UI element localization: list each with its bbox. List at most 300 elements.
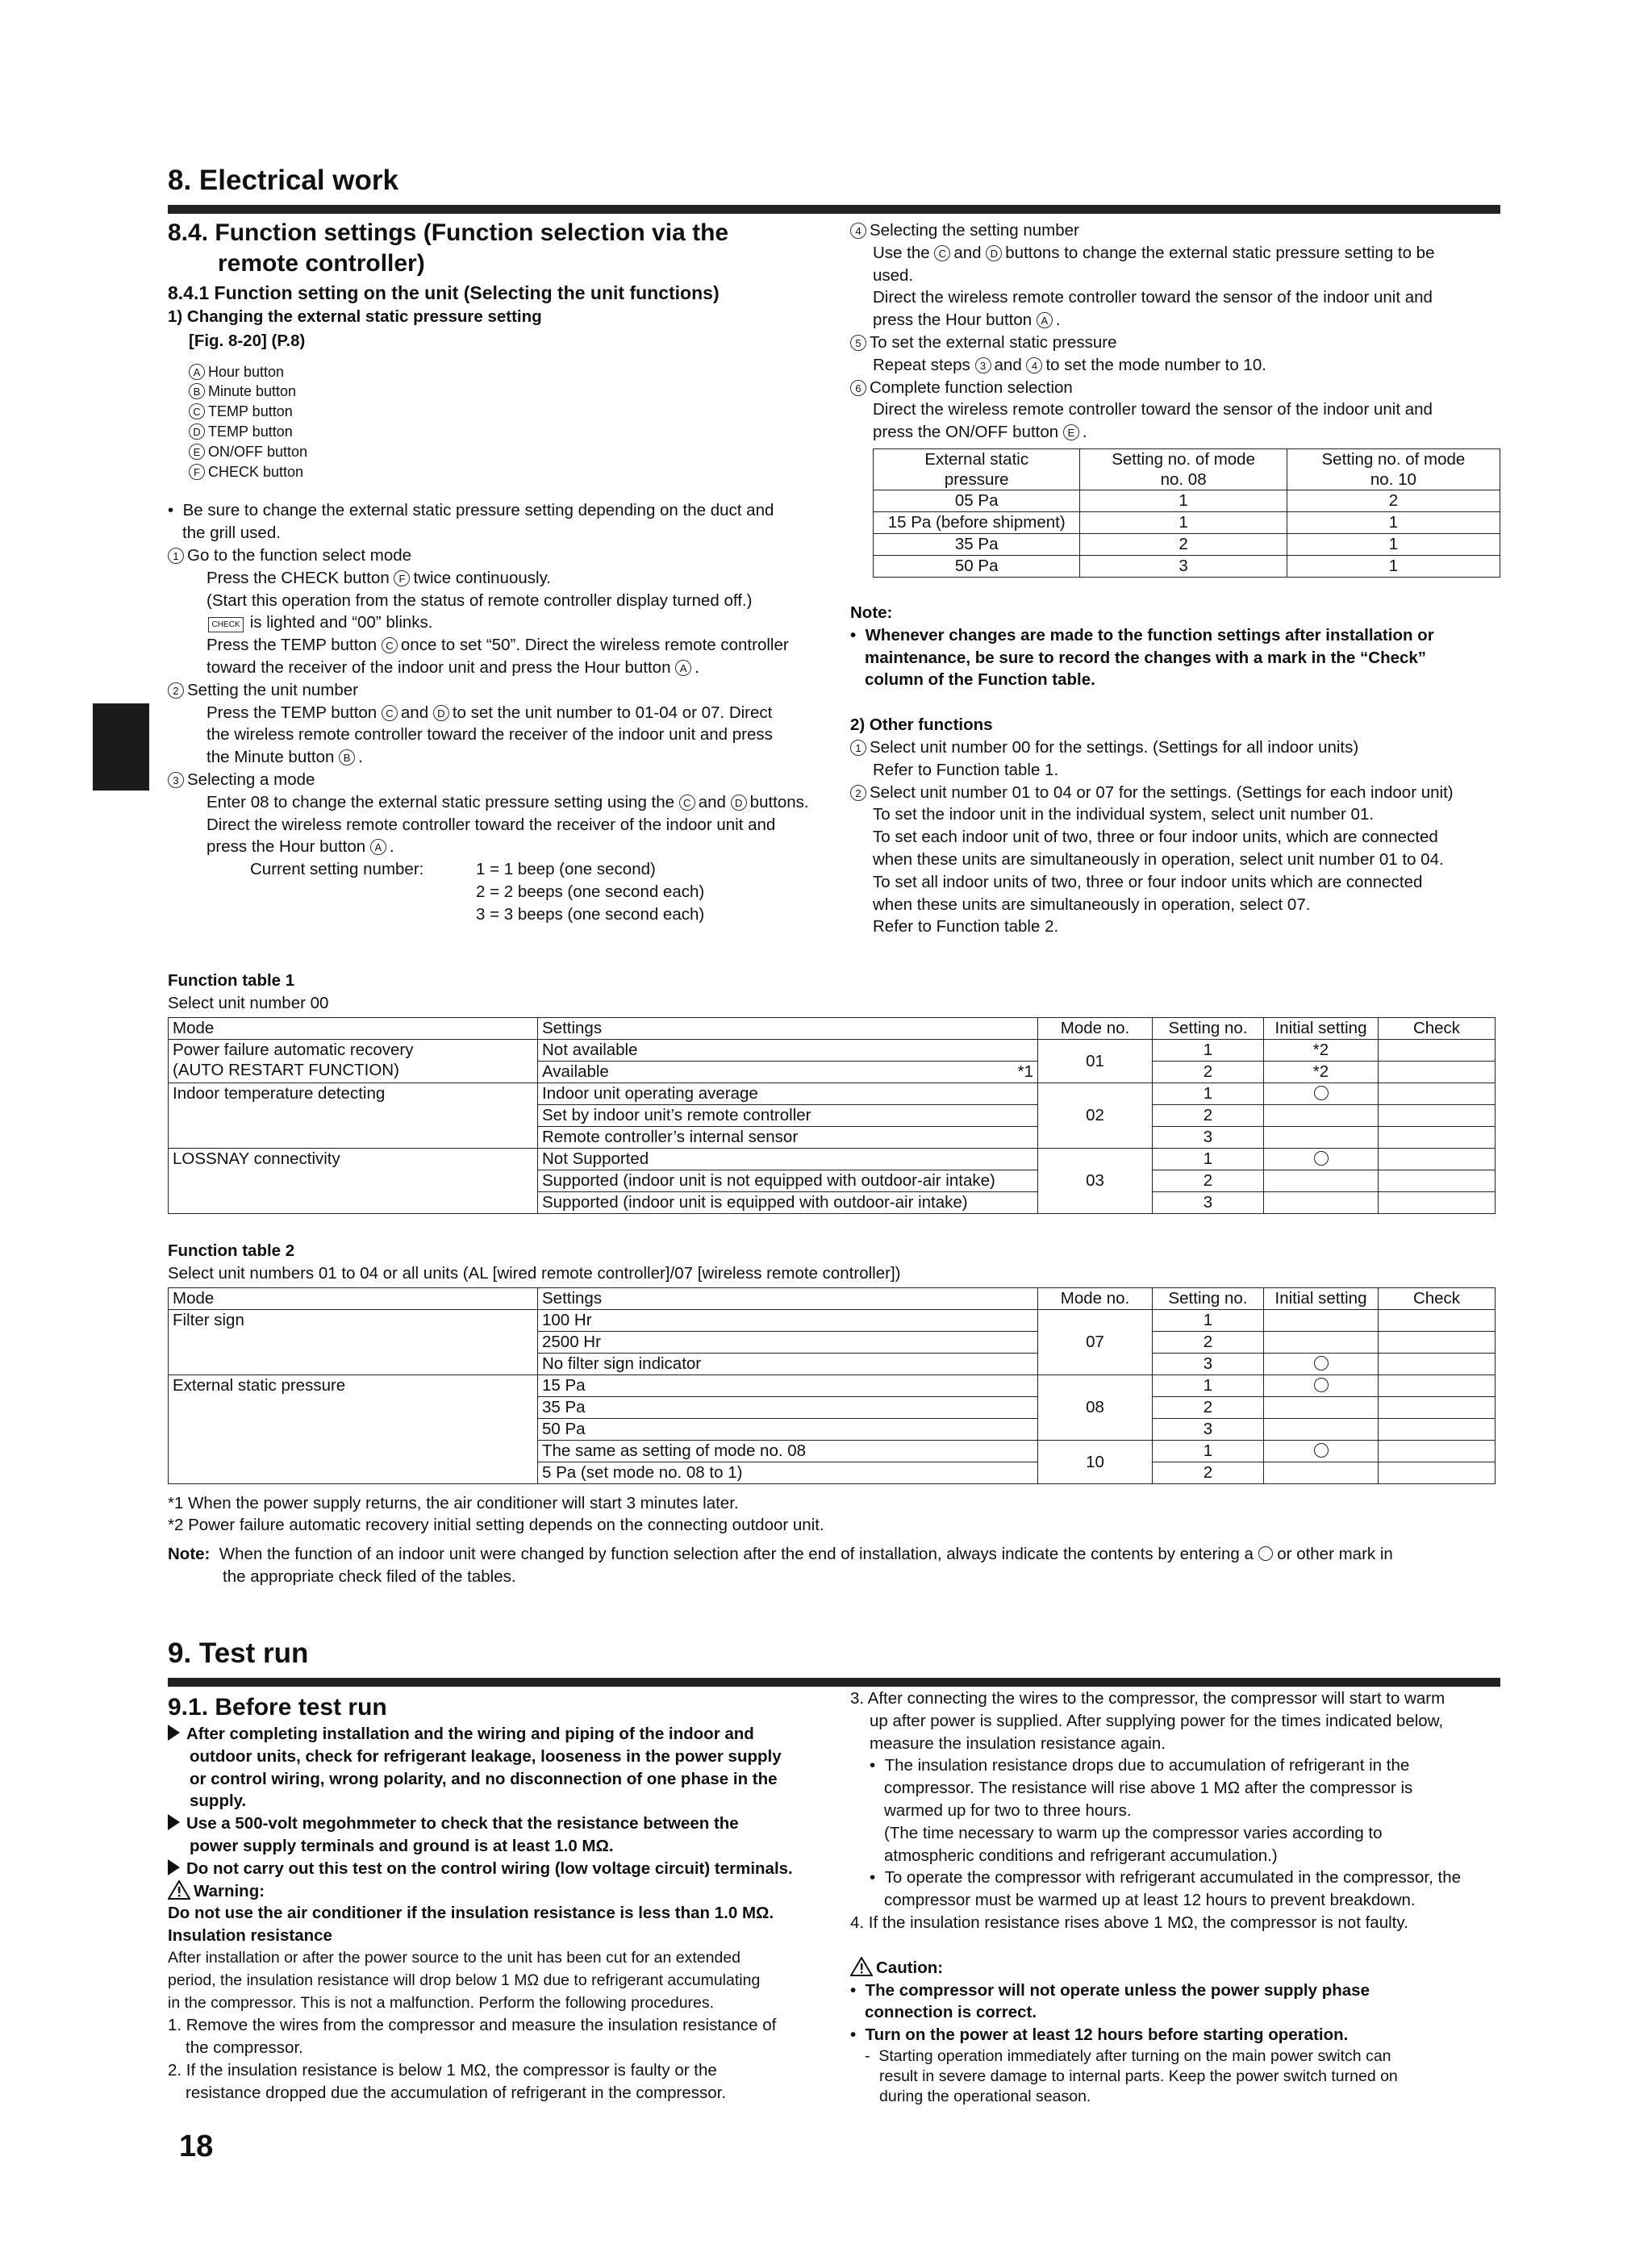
text: Repeat steps bbox=[873, 355, 970, 374]
mark-d-icon: D bbox=[986, 245, 1002, 261]
mark-f-icon: F bbox=[394, 570, 410, 586]
text: measure the insulation resistance again. bbox=[870, 1733, 1166, 1753]
table-cell: 01 bbox=[1038, 1039, 1153, 1083]
text: twice continuously. bbox=[413, 568, 551, 587]
circle-mark-icon bbox=[1314, 1086, 1329, 1100]
text: pressure bbox=[944, 469, 1009, 489]
step-5-title bbox=[850, 332, 1504, 354]
text: To set the indoor unit in the individual system, select unit number 01. bbox=[873, 805, 1375, 824]
text: The compressor will not operate unless the power supply phase bbox=[865, 1980, 1370, 2000]
table-row bbox=[874, 511, 1500, 533]
table-cell: 1 bbox=[1080, 490, 1287, 511]
table-header: Setting no. bbox=[1153, 1287, 1264, 1309]
text-line bbox=[850, 782, 1504, 804]
initial-setting-cell bbox=[1264, 1353, 1379, 1375]
mark-d-icon: D bbox=[731, 795, 747, 811]
table-cell: 5 Pa (set mode no. 08 to 1) bbox=[538, 1462, 1038, 1483]
function-table-1-block bbox=[168, 970, 1500, 1214]
precaution-line bbox=[168, 1858, 829, 1880]
check-cell[interactable] bbox=[1379, 1375, 1496, 1396]
text: press the Hour button bbox=[873, 311, 1032, 330]
legend-item bbox=[189, 442, 829, 462]
text-line: toward the receiver of the indoor unit and press the Hour button A . bbox=[206, 657, 699, 677]
table-cell: 50 Pa bbox=[538, 1418, 1038, 1440]
dash: - bbox=[865, 2046, 879, 2065]
table-row bbox=[169, 1148, 1496, 1170]
table-cell: 3 bbox=[1153, 1191, 1264, 1213]
table-cell bbox=[1264, 1104, 1379, 1126]
text: or other mark in bbox=[1277, 1545, 1393, 1564]
other-functions bbox=[850, 714, 1504, 938]
table-cell: Not Supported bbox=[538, 1148, 1038, 1170]
text-line bbox=[850, 736, 1504, 759]
step-2-icon: 2 bbox=[168, 682, 184, 699]
table-cell: 1 bbox=[1153, 1440, 1264, 1462]
mark-c-icon: C bbox=[382, 705, 398, 721]
function-table-2-title: Function table 2 bbox=[168, 1241, 295, 1260]
table-header: Initial setting bbox=[1264, 1017, 1379, 1039]
step-3-icon: 3 bbox=[168, 772, 184, 788]
button-legend bbox=[168, 362, 829, 482]
table-header: Mode no. bbox=[1038, 1017, 1153, 1039]
caution-sub bbox=[850, 2046, 1504, 2107]
table-header: Settings bbox=[538, 1017, 1038, 1039]
text: resistance dropped due the accumulation of refrigerant in the compressor. bbox=[186, 2083, 727, 2102]
note-2-block bbox=[168, 1543, 1500, 1588]
arrow-right-icon bbox=[168, 1859, 180, 1875]
text: Direct the wireless remote controller toward the sensor of the indoor unit and bbox=[873, 288, 1433, 307]
text: To set each indoor unit of two, three or four indoor units, which are connected bbox=[873, 828, 1438, 847]
legend-item bbox=[189, 402, 829, 422]
text: supply. bbox=[190, 1792, 247, 1811]
sub-heading-2: 2) Other functions bbox=[850, 715, 993, 735]
legend-label: TEMP button bbox=[208, 403, 293, 420]
text-line bbox=[168, 611, 829, 634]
text: or control wiring, wrong polarity, and no disconnection of one phase in the bbox=[190, 1769, 778, 1788]
table-cell: 1 bbox=[1153, 1083, 1264, 1104]
text: and bbox=[953, 243, 982, 262]
note-label: Note: bbox=[850, 603, 893, 622]
function-table-2 bbox=[168, 1287, 1496, 1484]
esp-table bbox=[873, 448, 1500, 578]
table-cell: The same as setting of mode no. 08 bbox=[538, 1440, 1038, 1462]
caution-icon bbox=[850, 1957, 873, 1976]
table-cell: *2 bbox=[1264, 1039, 1379, 1061]
table-cell: 10 bbox=[1038, 1440, 1153, 1483]
procedure-text bbox=[168, 499, 829, 926]
right-column-9 bbox=[850, 1687, 1504, 2107]
function-table-1-title: Function table 1 bbox=[168, 971, 295, 990]
text: Press the TEMP button bbox=[206, 703, 378, 722]
text: and bbox=[698, 792, 726, 811]
text: no. 10 bbox=[1370, 469, 1416, 489]
heading-8-4-line2: remote controller) bbox=[218, 250, 425, 277]
table-header bbox=[874, 448, 1080, 490]
section-9-title: 9. Test run bbox=[168, 1637, 309, 1669]
text: To set all indoor units of two, three or four indoor units which are connected bbox=[873, 872, 1423, 891]
function-table-2-subtitle: Select unit numbers 01 to 04 or all units (AL [wired remote controller]/07 [wireless remote controller]) bbox=[168, 1263, 901, 1283]
text: result in severe damage to internal parts. Keep the power switch turned on bbox=[879, 2067, 1398, 2085]
text: column of the Function table. bbox=[865, 670, 1095, 690]
table-cell: 35 Pa bbox=[538, 1396, 1038, 1418]
table-cell: 1 bbox=[1287, 555, 1500, 577]
table-cell bbox=[1264, 1462, 1379, 1483]
step-1-icon: 1 bbox=[168, 548, 184, 564]
step-4-icon: 4 bbox=[1026, 357, 1042, 373]
text-line: press the Hour button A . bbox=[873, 311, 1061, 330]
heading-8-4-1: 8.4.1 Function setting on the unit (Selecting the unit functions) bbox=[168, 282, 720, 303]
check-cell[interactable] bbox=[1379, 1061, 1496, 1083]
text: When the function of an indoor unit were changed by function selection after the end of installation, always indicate the contents by entering a bbox=[219, 1545, 1254, 1564]
text: Starting operation immediately after turning on the main power switch can bbox=[878, 2046, 1391, 2065]
table-cell: Not available bbox=[538, 1039, 1038, 1061]
note-line bbox=[168, 1543, 1500, 1566]
table-cell bbox=[1264, 1309, 1379, 1331]
legend-item bbox=[189, 422, 829, 442]
check-cell[interactable] bbox=[1379, 1462, 1496, 1483]
text: and bbox=[994, 355, 1022, 374]
text: the grill used. bbox=[182, 524, 281, 543]
text: Select unit number 01 to 04 or 07 for the settings. (Settings for each indoor unit) bbox=[870, 782, 1454, 802]
table-cell: 1 bbox=[1153, 1309, 1264, 1331]
initial-setting-cell bbox=[1264, 1148, 1379, 1170]
check-cell[interactable] bbox=[1379, 1440, 1496, 1462]
table-cell: 2 bbox=[1153, 1396, 1264, 1418]
table-cell: 3 bbox=[1153, 1418, 1264, 1440]
table-cell bbox=[538, 1061, 1038, 1083]
mark-b-icon: B bbox=[339, 749, 355, 765]
text: (Start this operation from the status of remote controller display turned off.) bbox=[206, 590, 753, 610]
table-cell: 05 Pa bbox=[874, 490, 1080, 511]
text: Refer to Function table 1. bbox=[873, 760, 1059, 779]
text: outdoor units, check for refrigerant leakage, looseness in the power supply bbox=[190, 1746, 782, 1766]
mark-d-icon: D bbox=[189, 423, 205, 440]
table-row bbox=[169, 1287, 1496, 1309]
table-cell: 08 bbox=[1038, 1375, 1153, 1440]
table-cell: 3 bbox=[1153, 1353, 1264, 1375]
table-header: Settings bbox=[538, 1287, 1038, 1309]
table-cell: 35 Pa bbox=[874, 533, 1080, 555]
text: Enter 08 to change the external static pressure setting using the bbox=[206, 792, 675, 811]
warning-label: Warning: bbox=[194, 1881, 265, 1900]
table-cell: 1 bbox=[1153, 1039, 1264, 1061]
text: Refer to Function table 2. bbox=[873, 917, 1059, 937]
table-cell: 3 bbox=[1080, 555, 1287, 577]
note-line bbox=[850, 624, 1504, 647]
text: (The time necessary to warm up the compressor varies according to bbox=[884, 1823, 1383, 1842]
check-cell[interactable] bbox=[1379, 1396, 1496, 1418]
check-cell[interactable] bbox=[1379, 1170, 1496, 1191]
table-header bbox=[1287, 448, 1500, 490]
text-line: the Minute button B . bbox=[206, 748, 363, 767]
insulation-heading: Insulation resistance bbox=[168, 1926, 332, 1946]
beep-line: 1 = 1 beep (one second) bbox=[476, 860, 656, 879]
legend-label: ON/OFF button bbox=[208, 443, 308, 460]
mark-d-icon: D bbox=[433, 705, 449, 721]
function-table-1 bbox=[168, 1017, 1496, 1214]
legend-label: TEMP button bbox=[208, 423, 293, 440]
text: during the operational season. bbox=[879, 2087, 1091, 2105]
warning-line bbox=[168, 1880, 829, 1903]
precaution-list bbox=[168, 1723, 829, 1947]
text: compressor. The resistance will rise above 1 MΩ after the compressor is bbox=[884, 1779, 1413, 1798]
text: Press the TEMP button bbox=[206, 636, 378, 655]
text: Do not carry out this test on the control wiring (low voltage circuit) terminals. bbox=[186, 1858, 793, 1878]
step-5-icon: 5 bbox=[850, 335, 866, 351]
text: To set the external static pressure bbox=[870, 332, 1117, 352]
arrow-right-icon bbox=[168, 1814, 180, 1830]
table-cell: *2 bbox=[1264, 1061, 1379, 1083]
table-row bbox=[169, 1375, 1496, 1396]
mark-e-icon: E bbox=[1063, 424, 1079, 440]
table-cell: 2 bbox=[1153, 1331, 1264, 1353]
text: Direct the wireless remote controller toward the sensor of the indoor unit and bbox=[873, 400, 1433, 419]
text-line bbox=[850, 2046, 1504, 2067]
check-cell[interactable] bbox=[1379, 1353, 1496, 1375]
text: the appropriate check filed of the tables. bbox=[223, 1566, 516, 1586]
table-cell: No filter sign indicator bbox=[538, 1353, 1038, 1375]
caution-block bbox=[850, 1957, 1504, 2107]
text: when these units are simultaneously in operation, select 07. bbox=[873, 895, 1311, 914]
mark-e-icon: E bbox=[189, 444, 205, 460]
fig-reference: [Fig. 8-20] (P.8) bbox=[189, 331, 306, 350]
step-3-icon: 3 bbox=[975, 357, 991, 373]
section-9-rule bbox=[168, 1678, 1500, 1687]
mark-f-icon: F bbox=[189, 464, 205, 480]
left-column-9 bbox=[168, 1692, 829, 2105]
page-number: 18 bbox=[179, 2130, 214, 2163]
footnote-1: *1 When the power supply returns, the air conditioner will start 3 minutes later. bbox=[168, 1493, 739, 1512]
text-line bbox=[168, 702, 829, 724]
table-row bbox=[874, 555, 1500, 577]
check-cell[interactable] bbox=[1379, 1331, 1496, 1353]
bullet-dot: • bbox=[870, 1756, 885, 1775]
step-3-title bbox=[168, 769, 829, 791]
text: and bbox=[400, 703, 429, 722]
text: used. bbox=[873, 265, 914, 285]
note-label: Note: bbox=[168, 1545, 211, 1564]
table-cell: 02 bbox=[1038, 1083, 1153, 1148]
warning-icon bbox=[168, 1880, 190, 1900]
current-setting-label: Current setting number: bbox=[250, 860, 424, 879]
note-block bbox=[850, 602, 1504, 691]
table-cell: 1 bbox=[1153, 1148, 1264, 1170]
caution-line bbox=[850, 1957, 1504, 1979]
left-column-8 bbox=[168, 218, 829, 926]
table-cell: Indoor unit operating average bbox=[538, 1083, 1038, 1104]
table-cell bbox=[1264, 1331, 1379, 1353]
text: once to set “50”. Direct the wireless remote controller bbox=[400, 636, 789, 655]
table-cell: 2 bbox=[1153, 1061, 1264, 1083]
check-display-icon: CHECK bbox=[208, 617, 244, 632]
check-cell[interactable] bbox=[1379, 1039, 1496, 1061]
table-row bbox=[169, 1017, 1496, 1039]
initial-setting-cell bbox=[1264, 1440, 1379, 1462]
bullet-dot: • bbox=[850, 1980, 866, 2000]
caution-item bbox=[850, 1979, 1504, 2002]
initial-setting-cell bbox=[1264, 1375, 1379, 1396]
text: Use a 500-volt megohmmeter to check that the resistance between the bbox=[186, 1814, 739, 1833]
text: External static bbox=[924, 449, 1029, 469]
table-header: Check bbox=[1379, 1017, 1496, 1039]
check-cell[interactable] bbox=[1379, 1126, 1496, 1148]
text: to set the unit number to 01-04 or 07. Direct bbox=[452, 703, 773, 722]
beep-line: 3 = 3 beeps (one second each) bbox=[476, 905, 705, 924]
text: the compressor. bbox=[186, 2038, 303, 2058]
circle-mark-icon bbox=[1314, 1443, 1329, 1458]
step-2-icon: 2 bbox=[850, 785, 866, 801]
circle-mark-icon bbox=[1314, 1356, 1329, 1370]
step-4-title bbox=[850, 219, 1504, 242]
table-header: Check bbox=[1379, 1287, 1496, 1309]
table-cell bbox=[1264, 1170, 1379, 1191]
text: to set the mode number to 10. bbox=[1045, 355, 1266, 374]
text: Available bbox=[542, 1062, 609, 1082]
text: 2. If the insulation resistance is below 1 MΩ, the compressor is faulty or the bbox=[168, 2060, 717, 2080]
text: 1. Remove the wires from the compressor and measure the insulation resistance of bbox=[168, 2016, 777, 2035]
text: the Minute button bbox=[206, 748, 335, 767]
table-cell: 2 bbox=[1153, 1462, 1264, 1483]
bullet-dot: • bbox=[168, 501, 183, 520]
table-cell: 2 bbox=[1287, 490, 1500, 511]
table-cell bbox=[1264, 1191, 1379, 1213]
step-4-icon: 4 bbox=[850, 223, 866, 239]
table-cell: 50 Pa bbox=[874, 555, 1080, 577]
table-cell: 1 bbox=[1287, 533, 1500, 555]
table-cell: Filter sign bbox=[169, 1309, 538, 1375]
check-cell[interactable] bbox=[1379, 1104, 1496, 1126]
mark-a-icon: A bbox=[1037, 312, 1053, 328]
mark-a-icon: A bbox=[675, 660, 691, 676]
section-8-title: 8. Electrical work bbox=[168, 165, 398, 196]
text: no. 08 bbox=[1160, 469, 1207, 489]
table-cell bbox=[169, 1039, 538, 1083]
check-cell[interactable] bbox=[1379, 1191, 1496, 1213]
right-column-8 bbox=[850, 219, 1504, 938]
check-cell[interactable] bbox=[1379, 1148, 1496, 1170]
text-line bbox=[850, 354, 1504, 377]
mark-c-icon: C bbox=[934, 245, 950, 261]
table-cell: 2 bbox=[1080, 533, 1287, 555]
mark-a-icon: A bbox=[189, 364, 205, 380]
legend-item bbox=[189, 382, 829, 402]
text: is lighted and “00” blinks. bbox=[249, 613, 433, 632]
legend-label: Minute button bbox=[208, 383, 297, 400]
legend-item bbox=[189, 462, 829, 482]
precaution-line bbox=[168, 1723, 829, 1746]
table-row bbox=[169, 1083, 1496, 1104]
text: The insulation resistance drops due to accumulation of refrigerant in the bbox=[884, 1756, 1410, 1775]
circle-mark-icon bbox=[1258, 1546, 1273, 1561]
text: 3. After connecting the wires to the compressor, the compressor will start to warm bbox=[850, 1689, 1446, 1708]
text: press the Hour button bbox=[206, 837, 366, 857]
arrow-right-icon bbox=[168, 1725, 180, 1741]
text: Whenever changes are made to the function settings after installation or bbox=[865, 625, 1434, 645]
text: buttons. bbox=[749, 792, 809, 811]
section-tab-marker bbox=[93, 703, 149, 791]
step-1-title bbox=[168, 544, 829, 567]
table-cell: Remote controller’s internal sensor bbox=[538, 1126, 1038, 1148]
table-header: Mode bbox=[169, 1017, 538, 1039]
warning-text: Do not use the air conditioner if the insulation resistance is less than 1.0 MΩ. bbox=[168, 1904, 774, 1923]
check-cell[interactable] bbox=[1379, 1418, 1496, 1440]
step-6-icon: 6 bbox=[850, 380, 866, 396]
text: power supply terminals and ground is at least 1.0 MΩ. bbox=[190, 1836, 614, 1855]
text: the wireless remote controller toward the receiver of the indoor unit and press bbox=[206, 725, 773, 745]
text-line bbox=[168, 791, 829, 814]
text-line bbox=[850, 242, 1504, 265]
table-cell: 03 bbox=[1038, 1148, 1153, 1213]
mark-c-icon: C bbox=[189, 403, 205, 419]
step-2-title bbox=[168, 679, 829, 702]
step-1-icon: 1 bbox=[850, 740, 866, 756]
check-cell[interactable] bbox=[1379, 1083, 1496, 1104]
footnote-2: *2 Power failure automatic recovery initial setting depends on the connecting outdoor unit. bbox=[168, 1516, 824, 1535]
text: press the ON/OFF button bbox=[873, 423, 1059, 442]
table-header: Setting no. bbox=[1153, 1017, 1264, 1039]
text: maintenance, be sure to record the changes with a mark in the “Check” bbox=[865, 648, 1427, 667]
bullet-line bbox=[850, 1867, 1504, 1889]
text: Complete function selection bbox=[870, 378, 1073, 397]
text: Direct the wireless remote controller toward the receiver of the indoor unit and bbox=[206, 815, 776, 834]
text: in the compressor. This is not a malfunction. Perform the following procedures. bbox=[168, 1993, 715, 2012]
text-line: press the Hour button A . bbox=[206, 837, 394, 857]
table-cell: Indoor temperature detecting bbox=[169, 1083, 538, 1148]
text: After completing installation and the wiring and piping of the indoor and bbox=[186, 1725, 754, 1743]
text: Turn on the power at least 12 hours before starting operation. bbox=[865, 2025, 1349, 2045]
table-cell: 15 Pa bbox=[538, 1375, 1038, 1396]
heading-8-4-line1: 8.4. Function settings (Function selection via the bbox=[168, 219, 729, 246]
beep-line: 2 = 2 beeps (one second each) bbox=[476, 882, 705, 902]
text: compressor must be warmed up at least 12 hours to prevent breakdown. bbox=[884, 1891, 1416, 1910]
text-line bbox=[168, 634, 829, 657]
table-row bbox=[169, 1039, 1496, 1061]
table-cell: 2 bbox=[1153, 1170, 1264, 1191]
heading-8-4 bbox=[168, 218, 829, 279]
text: Be sure to change the external static pressure setting depending on the duct and bbox=[182, 501, 774, 520]
caution-label: Caution: bbox=[876, 1958, 944, 1977]
table-header: Mode no. bbox=[1038, 1287, 1153, 1309]
text: up after power is supplied. After supplying power for the times indicated below, bbox=[870, 1711, 1444, 1730]
text-line: press the ON/OFF button E . bbox=[873, 423, 1087, 442]
text: Go to the function select mode bbox=[187, 545, 412, 565]
text: toward the receiver of the indoor unit and press the Hour button bbox=[206, 657, 671, 677]
legend-label: Hour button bbox=[208, 363, 285, 380]
table-cell: External static pressure bbox=[169, 1375, 538, 1483]
mark-b-icon: B bbox=[189, 383, 205, 399]
table-cell: 100 Hr bbox=[538, 1309, 1038, 1331]
text: period, the insulation resistance will drop below 1 MΩ due to refrigerant accumulating bbox=[168, 1971, 761, 1989]
circle-mark-icon bbox=[1314, 1378, 1329, 1392]
text: Select unit number 00 for the settings. (Settings for all indoor units) bbox=[870, 737, 1359, 757]
text: Setting no. of mode bbox=[1321, 449, 1466, 469]
text: Use the bbox=[873, 243, 930, 262]
table-cell bbox=[1264, 1126, 1379, 1148]
legend-label: CHECK button bbox=[208, 463, 304, 480]
table-cell: 2 bbox=[1153, 1104, 1264, 1126]
heading-9-1: 9.1. Before test run bbox=[168, 1694, 387, 1721]
mark-c-icon: C bbox=[679, 795, 695, 811]
mark-c-icon: C bbox=[382, 637, 398, 653]
text: Power failure automatic recovery bbox=[173, 1040, 414, 1059]
check-cell[interactable] bbox=[1379, 1309, 1496, 1331]
table-header bbox=[1080, 448, 1287, 490]
text: Press the CHECK button bbox=[206, 568, 390, 587]
table-cell: 07 bbox=[1038, 1309, 1153, 1375]
table-cell bbox=[1264, 1418, 1379, 1440]
text: Setting no. of mode bbox=[1112, 449, 1255, 469]
function-table-2-block bbox=[168, 1240, 1500, 1588]
